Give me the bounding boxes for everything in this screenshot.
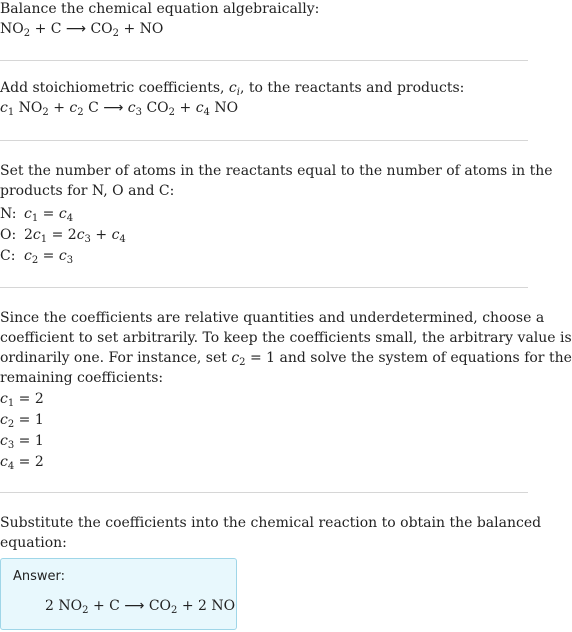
intro-text-3-line2: products for N, O and C:	[0, 183, 175, 199]
intro-text-3-line1: Set the number of atoms in the reactants equal to the number of atoms in the	[0, 163, 553, 179]
solution-c3: $c_3 = 1$	[0, 433, 44, 451]
atom-equation-n: N: $c_1 = c_4$	[0, 206, 74, 224]
product-co2: $CO_2$	[90, 21, 120, 39]
explanation-line2: coefficient to set arbitrarily. To keep the coefficients small, the arbitrary value is	[0, 330, 572, 346]
solution-c2: $c_2 = 1$	[0, 412, 44, 430]
reactant-no2: $NO_2$	[0, 21, 31, 39]
reaction-arrow-icon: ⟶	[103, 100, 124, 116]
intro-text-2: Add stoichiometric coefficients, $c_i$, to the reactants and products:	[0, 80, 465, 98]
coefficient-equation: $c_1$ $NO_2 + c_2$ C ⟶ $c_3$ $CO_2 + c_4$ NO	[0, 100, 239, 118]
answer-box	[0, 558, 237, 630]
reactant-c: C	[50, 21, 62, 37]
answer-label: Answer:	[13, 569, 66, 584]
unbalanced-equation	[0, 20, 163, 39]
explanation-line3: ordinarily one. For instance, set $c_2 = 1$ and solve the system of equations for the	[0, 350, 572, 368]
section-divider	[0, 140, 528, 141]
atom-equation-c: C: $c_2 = c_3$	[0, 248, 74, 266]
plus-sign: +	[123, 21, 136, 37]
reaction-arrow-icon: ⟶	[124, 598, 145, 614]
product-no: NO	[139, 21, 164, 37]
final-line2: equation:	[0, 535, 67, 551]
solution-c4: $c_4 = 2$	[0, 454, 44, 472]
atom-equation-o: O: $2c_1 = 2c_3 + c_4$	[0, 227, 126, 245]
final-line1: Substitute the coefficients into the chemical reaction to obtain the balanced	[0, 515, 542, 531]
intro-text-1: Balance the chemical equation algebraically:	[0, 1, 320, 17]
section-divider	[0, 60, 528, 61]
reaction-arrow-icon: ⟶	[65, 21, 86, 37]
plus-sign: +	[34, 21, 47, 37]
section-divider	[0, 492, 528, 493]
explanation-line4: remaining coefficients:	[0, 370, 164, 386]
solution-c1: $c_1 = 2$	[0, 391, 44, 409]
section-divider	[0, 287, 528, 288]
explanation-line1: Since the coefficients are relative quantities and underdetermined, choose a	[0, 310, 545, 326]
balanced-equation: 2 $NO_2 + C$ ⟶ $CO_2 + 2$ NO	[45, 598, 236, 616]
